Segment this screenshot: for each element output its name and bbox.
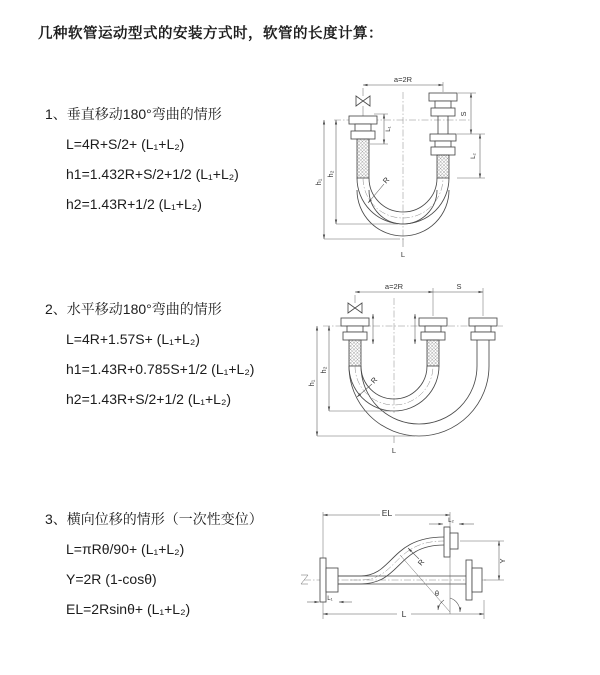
section-heading: 1、垂直移动180°弯曲的情形 <box>45 106 222 122</box>
dim-label-l1: L₁ <box>327 595 333 602</box>
dim-label-l1: L₁ <box>385 126 392 132</box>
radius-label: R <box>380 175 392 186</box>
dimension-l2 <box>429 517 474 524</box>
dim-label-h2: h₂ <box>319 366 328 374</box>
dim-label-l2: L₂ <box>448 517 454 524</box>
section-vertical-180 <box>45 99 239 219</box>
section-heading: 2、水平移动180°弯曲的情形 <box>45 301 222 317</box>
formula-line: EL=2Rsinθ+ (L₁+L₂) <box>66 601 191 617</box>
formula-line: L=4R+S/2+ (L₁+L₂) <box>66 136 185 152</box>
braided-hose-section <box>427 340 439 366</box>
formula-line: L=πRθ/90+ (L₁+L₂) <box>66 541 185 557</box>
theta-label: θ <box>434 589 440 598</box>
length-label: L <box>391 446 397 455</box>
dimension-l1 <box>307 595 352 602</box>
length-annotation <box>401 238 405 259</box>
bowtie-symbol-icon <box>348 295 362 313</box>
dimension-s <box>433 282 483 292</box>
bowtie-symbol-icon <box>356 88 370 116</box>
dimension-el <box>323 507 450 558</box>
right-pipe-assembly <box>429 93 457 178</box>
dim-label-l2: L₂ <box>470 153 477 159</box>
dim-label-s: S <box>456 282 462 291</box>
section-horizontal-180 <box>45 294 254 414</box>
dim-label-a: a=2R <box>384 282 404 291</box>
section-heading: 3、横向位移的情形（一次性变位） <box>45 511 263 527</box>
dimension-a-2r <box>363 75 443 92</box>
left-pipe-assembly <box>341 318 369 366</box>
dim-label-h2: h₂ <box>326 170 335 178</box>
formula-line: L=4R+1.57S+ (L₁+L₂) <box>66 331 200 347</box>
u-bend-hose-position2 <box>349 366 489 436</box>
document-title: 几种软管运动型式的安装方式时，软管的长度计算： <box>38 26 383 42</box>
length-label: L <box>400 250 406 259</box>
dim-label-a: a=2R <box>393 75 413 84</box>
middle-pipe-assembly <box>419 318 447 366</box>
dimension-l2 <box>457 134 485 178</box>
formula-line: h2=1.43R+S/2+1/2 (L₁+L₂) <box>66 391 232 407</box>
dimension-a-2r <box>355 282 483 316</box>
dim-label-h1: h₁ <box>314 178 323 186</box>
diagram-lateral-displacement <box>298 502 598 652</box>
formula-line: h2=1.43R+1/2 (L₁+L₂) <box>66 196 202 212</box>
s-curve-hose-displaced <box>338 527 458 584</box>
dim-label-y: Y <box>498 558 507 564</box>
dim-label-h1: h₁ <box>307 379 316 387</box>
break-mark-icon <box>301 575 308 584</box>
dimension-s <box>457 93 485 134</box>
radius-annotation <box>368 175 392 203</box>
formula-line: Y=2R (1-cosθ) <box>66 571 157 587</box>
diagram-vertical-180-bend <box>308 70 593 265</box>
length-annotation <box>392 436 396 455</box>
dim-label-s: S <box>459 111 468 117</box>
dim-label-el: EL <box>381 508 393 518</box>
radius-label: R <box>415 557 427 568</box>
radius-label: R <box>368 375 380 386</box>
diagram-horizontal-180-bend <box>303 278 593 463</box>
dim-label-l: L <box>401 609 407 619</box>
formula-line: h1=1.432R+S/2+1/2 (L₁+L₂) <box>66 166 239 182</box>
left-pipe-assembly <box>349 116 377 178</box>
braided-hose-section <box>437 155 449 178</box>
section-lateral-displacement <box>45 504 263 624</box>
moved-pipe-assembly <box>469 318 497 366</box>
formula-line: h1=1.43R+0.785S+1/2 (L₁+L₂) <box>66 361 255 377</box>
braided-hose-section <box>349 340 361 366</box>
braided-hose-section <box>357 139 369 178</box>
